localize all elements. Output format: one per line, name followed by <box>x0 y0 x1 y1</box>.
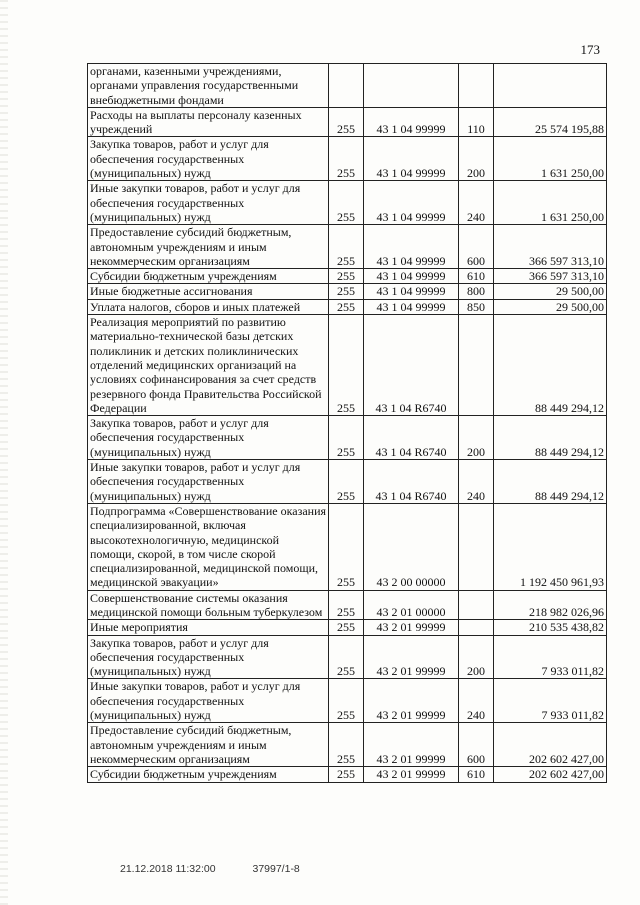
row-target-article-cell <box>364 64 459 108</box>
row-expense-type-cell: 200 <box>459 137 494 181</box>
table-row <box>88 460 607 504</box>
table-row <box>88 107 607 137</box>
row-name-cell: Закупка товаров, работ и услуг для обеспечения государственных (муниципальных) нужд <box>88 416 329 460</box>
table-row <box>88 284 607 299</box>
table-row <box>88 503 607 590</box>
row-amount-cell: 29 500,00 <box>494 284 607 299</box>
row-amount-cell: 88 449 294,12 <box>494 315 607 416</box>
row-name-cell: Предоставление субсидий бюджетным, автономным учреждениям и иным некоммерческим организациям <box>88 225 329 269</box>
row-expense-type-cell: 800 <box>459 284 494 299</box>
row-code-cell: 255 <box>329 723 364 767</box>
row-amount-cell <box>494 64 607 108</box>
row-target-article-cell: 43 1 04 99999 <box>364 137 459 181</box>
row-target-article-cell: 43 1 04 99999 <box>364 269 459 284</box>
row-code-cell: 255 <box>329 181 364 225</box>
row-name-cell: Субсидии бюджетным учреждениям <box>88 269 329 284</box>
page-footer <box>120 863 334 875</box>
row-amount-cell: 7 933 011,82 <box>494 679 607 723</box>
footer-timestamp: 21.12.2018 11:32:00 <box>120 863 216 875</box>
table-row <box>88 315 607 416</box>
row-name-cell: Иные бюджетные ассигнования <box>88 284 329 299</box>
row-amount-cell: 202 602 427,00 <box>494 767 607 782</box>
row-expense-type-cell: 850 <box>459 299 494 314</box>
row-code-cell: 255 <box>329 590 364 620</box>
table-row <box>88 635 607 679</box>
row-amount-cell: 29 500,00 <box>494 299 607 314</box>
page-number: 173 <box>580 42 600 57</box>
row-amount-cell: 218 982 026,96 <box>494 590 607 620</box>
row-expense-type-cell <box>459 620 494 635</box>
row-expense-type-cell <box>459 590 494 620</box>
row-expense-type-cell: 610 <box>459 269 494 284</box>
table-row <box>88 299 607 314</box>
row-name-cell: Предоставление субсидий бюджетным, автономным учреждениям и иным некоммерческим организациям <box>88 723 329 767</box>
table-row <box>88 225 607 269</box>
row-amount-cell: 7 933 011,82 <box>494 635 607 679</box>
row-target-article-cell: 43 1 04 99999 <box>364 284 459 299</box>
table-row <box>88 416 607 460</box>
footer-document-id: 37997/1-8 <box>252 863 300 875</box>
row-amount-cell: 210 535 438,82 <box>494 620 607 635</box>
row-expense-type-cell: 110 <box>459 107 494 137</box>
row-name-cell: Иные закупки товаров, работ и услуг для обеспечения государственных (муниципальных) нужд <box>88 460 329 504</box>
row-code-cell: 255 <box>329 269 364 284</box>
row-expense-type-cell: 610 <box>459 767 494 782</box>
table-row <box>88 64 607 108</box>
table-row <box>88 767 607 782</box>
table-row <box>88 137 607 181</box>
row-target-article-cell: 43 2 01 99999 <box>364 679 459 723</box>
row-amount-cell: 88 449 294,12 <box>494 416 607 460</box>
row-target-article-cell: 43 1 04 99999 <box>364 225 459 269</box>
row-code-cell: 255 <box>329 107 364 137</box>
row-code-cell: 255 <box>329 460 364 504</box>
row-code-cell: 255 <box>329 679 364 723</box>
table-row <box>88 679 607 723</box>
row-target-article-cell: 43 1 04 R6740 <box>364 315 459 416</box>
row-target-article-cell: 43 1 04 R6740 <box>364 460 459 504</box>
row-amount-cell: 366 597 313,10 <box>494 225 607 269</box>
row-target-article-cell: 43 2 01 99999 <box>364 635 459 679</box>
row-amount-cell: 25 574 195,88 <box>494 107 607 137</box>
row-name-cell: Субсидии бюджетным учреждениям <box>88 767 329 782</box>
table-row <box>88 181 607 225</box>
row-target-article-cell: 43 1 04 R6740 <box>364 416 459 460</box>
row-amount-cell: 1 192 450 961,93 <box>494 503 607 590</box>
row-expense-type-cell: 240 <box>459 460 494 504</box>
row-expense-type-cell: 240 <box>459 181 494 225</box>
row-name-cell: Иные мероприятия <box>88 620 329 635</box>
scan-edge-artifact <box>0 0 8 905</box>
row-code-cell: 255 <box>329 416 364 460</box>
table-row <box>88 269 607 284</box>
row-expense-type-cell <box>459 503 494 590</box>
row-amount-cell: 1 631 250,00 <box>494 181 607 225</box>
row-expense-type-cell <box>459 64 494 108</box>
row-target-article-cell: 43 1 04 99999 <box>364 181 459 225</box>
row-name-cell: Расходы на выплаты персоналу казенных учреждений <box>88 107 329 137</box>
row-code-cell: 255 <box>329 299 364 314</box>
row-name-cell: Реализация мероприятий по развитию материально-технической базы детских поликлиник и детских поликлинических отделений медицинских организаций на условиях софинансирования за счет средств резервного фонда Правительства Российской Федерации <box>88 315 329 416</box>
row-name-cell: Подпрограмма «Совершенствование оказания специализированной, включая высокотехнологичную, медицинской помощи, скорой, в том числе скорой специализированной, медицинской помощи, медицинской эвакуации» <box>88 503 329 590</box>
row-amount-cell: 1 631 250,00 <box>494 137 607 181</box>
row-target-article-cell: 43 2 01 99999 <box>364 620 459 635</box>
budget-table <box>87 63 607 783</box>
table-row <box>88 723 607 767</box>
row-name-cell: органами, казенными учреждениями, органами управления государственными внебюджетными фондами <box>88 64 329 108</box>
row-expense-type-cell: 600 <box>459 723 494 767</box>
row-expense-type-cell: 240 <box>459 679 494 723</box>
row-expense-type-cell: 200 <box>459 635 494 679</box>
row-amount-cell: 202 602 427,00 <box>494 723 607 767</box>
row-code-cell: 255 <box>329 503 364 590</box>
table-row <box>88 590 607 620</box>
row-code-cell: 255 <box>329 284 364 299</box>
row-name-cell: Совершенствование системы оказания медицинской помощи больным туберкулезом <box>88 590 329 620</box>
row-code-cell: 255 <box>329 767 364 782</box>
row-target-article-cell: 43 1 04 99999 <box>364 299 459 314</box>
row-amount-cell: 88 449 294,12 <box>494 460 607 504</box>
row-expense-type-cell: 200 <box>459 416 494 460</box>
row-code-cell: 255 <box>329 620 364 635</box>
row-code-cell <box>329 64 364 108</box>
row-target-article-cell: 43 2 01 99999 <box>364 723 459 767</box>
row-name-cell: Закупка товаров, работ и услуг для обеспечения государственных (муниципальных) нужд <box>88 635 329 679</box>
row-code-cell: 255 <box>329 225 364 269</box>
row-target-article-cell: 43 2 01 99999 <box>364 767 459 782</box>
row-expense-type-cell <box>459 315 494 416</box>
row-amount-cell: 366 597 313,10 <box>494 269 607 284</box>
row-code-cell: 255 <box>329 315 364 416</box>
row-code-cell: 255 <box>329 137 364 181</box>
row-target-article-cell: 43 2 00 00000 <box>364 503 459 590</box>
row-name-cell: Закупка товаров, работ и услуг для обеспечения государственных (муниципальных) нужд <box>88 137 329 181</box>
row-target-article-cell: 43 2 01 00000 <box>364 590 459 620</box>
row-name-cell: Иные закупки товаров, работ и услуг для обеспечения государственных (муниципальных) нужд <box>88 679 329 723</box>
row-target-article-cell: 43 1 04 99999 <box>364 107 459 137</box>
row-code-cell: 255 <box>329 635 364 679</box>
row-expense-type-cell: 600 <box>459 225 494 269</box>
row-name-cell: Уплата налогов, сборов и иных платежей <box>88 299 329 314</box>
budget-table-body <box>88 64 607 783</box>
row-name-cell: Иные закупки товаров, работ и услуг для обеспечения государственных (муниципальных) нужд <box>88 181 329 225</box>
table-row <box>88 620 607 635</box>
